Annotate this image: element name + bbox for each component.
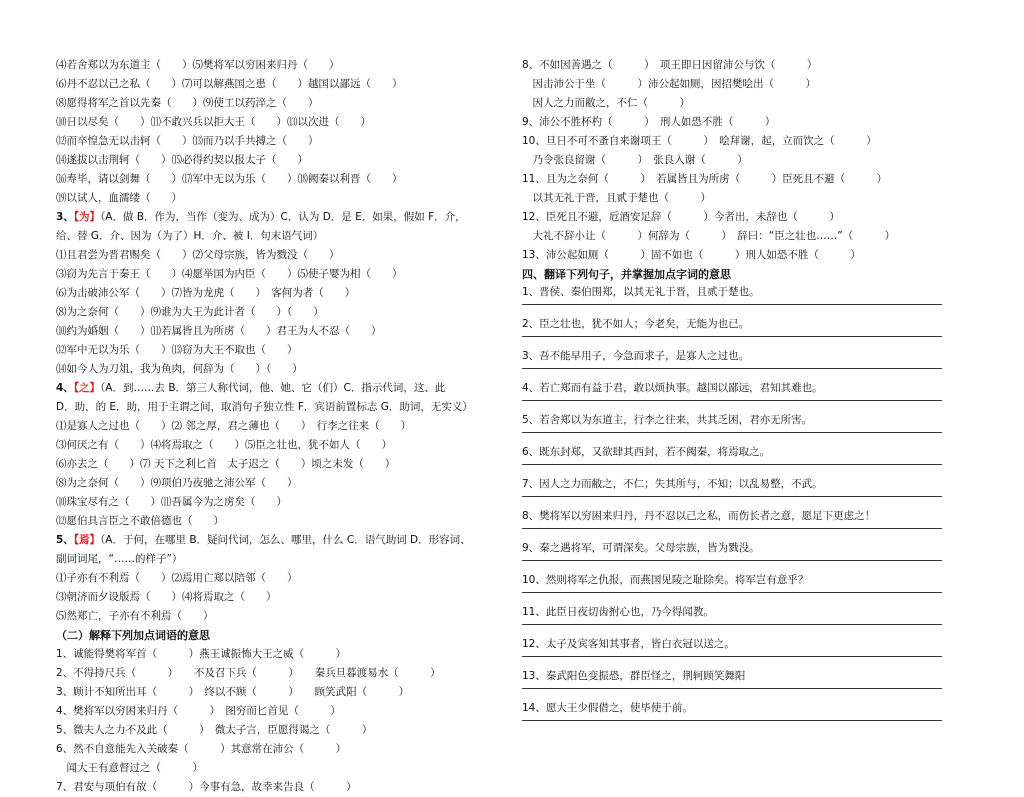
exercise-line [56,170,496,189]
exercise-line [56,113,496,132]
exercise-line [56,246,496,265]
answer-line[interactable] [522,528,942,529]
translation-question: 9、秦之遇将军，可谓深矣。父母宗族，皆为戮没。 [522,542,760,554]
answer-line[interactable] [522,336,942,337]
line-text: ⑻为之奈何（ ）⑼谁为大王为此计者（ ）（ ） [56,306,324,318]
explain-line [522,75,942,94]
line-text: 6、然不自意能先入关破秦（ ）其意常在沛公（ ） [56,743,347,755]
line-text: ⑽约为婚姻（ ）⑾若属皆且为所虏（ ）君王为人不忍（ ） [56,325,382,337]
line-text: 11、且为之奈何（ ） 若属皆且为所虏（ ）臣死且不避（ ） [522,173,888,185]
exercise-line [56,151,496,170]
line-text: 因人之力而敝之，不仁（ ） [522,97,690,109]
exercise-line [56,588,496,607]
line-text: 8、不如因善遇之（ ） 项王即日因留沛公与饮（ ） [522,59,818,71]
exercise-line [56,436,496,455]
answer-line[interactable] [522,688,942,689]
translation-question: 12、太子及宾客知其事者，皆白衣冠以送之。 [522,638,735,650]
keyword-marker: 【之】 [73,382,101,394]
answer-line[interactable] [522,624,942,625]
exercise-line [56,474,496,493]
explain-line [522,56,942,75]
line-text: 1、诚能得樊将军首（ ）燕王诚振怖大王之威（ ） [56,648,347,660]
explain-line [522,246,942,265]
answer-line[interactable] [522,496,942,497]
explain-line [56,740,496,759]
explain-line [522,189,942,208]
explain-line [522,94,942,113]
translation-question: 6、既东封郑，又欲肆其西封，若不阙秦，将焉取之。 [522,446,771,458]
exercise-line [56,531,496,550]
line-text: 3、顾计不知所出耳（ ） 终以不顾（ ） 顾笑武阳（ ） [56,686,410,698]
line-text: （A．到……去 B．第三人称代词，他、她、它（们）C．指示代词，这、此 [100,382,446,394]
item-number: 5、 [56,534,74,546]
exercise-line [56,550,496,569]
translation-question: 3、吾不能早用子，今急而求子，是寡人之过也。 [522,350,750,362]
line-text: ⑹亦去之（ ）⑺ 天下之利匕首 太子迟之（ ）顷之未发（ ） [56,458,396,470]
line-text: ⑸然郑亡，子亦有不利焉（ ） [56,610,214,622]
line-text: ⑹丹不忍以己之私（ ）⑺可以解燕国之患（ ）越国以鄙远（ ） [56,78,403,90]
explain-line [522,113,942,132]
line-text: ⑷若舍郑以为东道主（ ）⑸樊将军以穷困来归丹（ ） [56,59,340,71]
line-text: 大礼不辞小让（ ）何辞为（ ） 辞曰：“臣之壮也……”（ ） [522,230,896,242]
exercise-line [56,265,496,284]
exercise-line [56,284,496,303]
line-text: ⒃寿毕，请以剑舞（ ）⒄军中无以为乐（ ）⒅阙秦以利晋（ ） [56,173,403,185]
line-text: ⑻愿得将军之首以先秦（ ）⑼使工以药淬之（ ） [56,97,319,109]
line-text: ⑶何厌之有（ ）⑷将焉取之（ ）⑸臣之壮也，犹不如人（ ） [56,439,392,451]
explain-line [522,151,942,170]
translation-question: 14、愿大王少假借之，使毕使于前。 [522,702,693,714]
line-text: 5、微夫人之力不及此（ ） 微太子言，臣愿得谒之（ ） [56,724,373,736]
keyword-marker: 【为】 [73,211,101,223]
answer-line[interactable] [522,656,942,657]
exercise-line [56,455,496,474]
exercise-line [56,341,496,360]
explain-line [56,721,496,740]
explain-line [56,778,496,797]
line-text: 乃令张良留谢（ ） 张良入谢（ ） [522,154,748,166]
answer-line[interactable] [522,464,942,465]
translation-question: 5、若舍郑以为东道主，行李之往来，共其乏困，君亦无所害。 [522,414,813,426]
line-text: D．助，的 E．助，用于主谓之间，取消句子独立性 F．宾语前置标志 G．助词，无实义） [56,401,473,413]
line-text: 给、替 G．介、因为（为了）H．介、被 I．句末语气词） [56,230,324,242]
line-text: 闻大王有意督过之（ ） [56,762,203,774]
exercise-line [56,56,496,75]
exercise-line [56,512,496,531]
answer-line[interactable] [522,560,942,561]
exercise-line [56,398,496,417]
exercise-line [56,569,496,588]
line-text: 副词词尾，“……的样子”） [56,553,183,565]
line-text: ⒁如今人为刀俎，我为鱼肉，何辞为（ ）（ ） [56,363,303,375]
translation-question: 10、然则将军之仇报，而燕国见陵之耻除矣。将军岂有意乎？ [522,574,809,586]
exercise-line [56,75,496,94]
line-text: 9、沛公不胜杯杓（ ） 刑人如恐不胜（ ） [522,116,776,128]
right-column [522,56,942,732]
line-text: ⑿愿伯具言臣之不敢倍德也（ ） [56,515,224,527]
exercise-line [56,189,496,208]
answer-line[interactable] [522,400,942,401]
line-text: 以其无礼于晋，且贰于楚也（ ） [522,192,711,204]
answer-line[interactable] [522,432,942,433]
answer-line[interactable] [522,592,942,593]
translation-question: 11、此臣日夜切齿拊心也，乃今得闻教。 [522,606,714,618]
exercise-line [56,227,496,246]
translation-question: 7、因人之力而敝之，不仁；失其所与，不知；以乱易整，不武。 [522,478,823,490]
keyword-marker: 【焉】 [73,534,101,546]
line-text: ⑴且君尝为晋君赐矣（ ）⑵父母宗族，皆为戮没（ ） [56,249,340,261]
line-text: ⑻为之奈何（ ）⑼项伯乃夜驰之沛公军（ ） [56,477,298,489]
line-text: 7、君安与项伯有故（ ）今事有急，故幸来告良（ ） [56,781,357,793]
line-text: 因击沛公于坐（ ）沛公起如厕，因招樊哙出（ ） [522,78,816,90]
exercise-line [56,303,496,322]
item-number: 3、 [56,211,74,223]
explain-line [56,683,496,702]
line-text: ⑽日以尽矣（ ）⑾不敢兴兵以拒大王（ ）⒀以次进（ ） [56,116,371,128]
explain-line [56,645,496,664]
line-text: ⑽珠宝尽有之（ ）⑾吾属今为之虏矣（ ） [56,496,287,508]
translation-question: 2、臣之壮也，犹不如人；今老矣，无能为也已。 [522,318,750,330]
exercise-line [56,417,496,436]
exercise-line [56,379,496,398]
answer-line[interactable] [522,720,942,721]
explain-line [56,702,496,721]
line-text: ⑶窃为先言于秦王（ ）⑷愿举国为内臣（ ）⑸使子婴为相（ ） [56,268,403,280]
translation-question: 13、秦武阳色变振恐，群臣怪之，荆轲顾笑舞阳 [522,670,746,682]
answer-line[interactable] [522,304,942,305]
translation-question: 1、晋侯、秦伯围郑，以其无礼于晋，且贰于楚也。 [522,286,760,298]
translation-question: 8、樊将军以穷困来归丹，丹不忍以己之私，而伤长者之意，愿足下更虑之！ [522,510,876,522]
exercise-line [56,208,496,227]
line-text: 4、樊将军以穷困来归丹（ ） 图穷而匕首见（ ） [56,705,341,717]
explain-line [56,759,496,778]
line-text: ⑿而卒惶急无以击轲（ ）⒀而乃以手共搏之（ ） [56,135,319,147]
explain-line [522,208,942,227]
line-text: ⑿军中无以为乐（ ）⒀窃为大王不取也（ ） [56,344,298,356]
explain-line [56,664,496,683]
line-text: 12、臣死且不避，卮酒安足辞（ ）今者出，未辞也（ ） [522,211,840,223]
exercise-line [56,94,496,113]
exercise-line [56,607,496,626]
line-text: 2、不得持尺兵（ ） 不及召下兵（ ） 秦兵旦暮渡易水（ ） [56,667,441,679]
exercise-line [56,132,496,151]
line-text: 10、旦日不可不蚤自来谢项王（ ） 哙拜谢，起，立而饮之（ ） [522,135,877,147]
item-number: 4、 [56,382,74,394]
explain-line [522,170,942,189]
line-text: ⑴是寡人之过也（ ）⑵ 邻之厚，君之薄也（ ） 行李之往来（ ） [56,420,412,432]
answer-line[interactable] [522,368,942,369]
line-text: ⑹为击破沛公军（ ）⑺皆为龙虎（ ） 客何为者（ ） [56,287,356,299]
section-title-explain: （二）解释下列加点词语的意思 [56,629,210,642]
line-text: ⒁遂拔以击荆轲（ ）⒂必得约契以报太子（ ） [56,154,308,166]
line-text: （A．于何，在哪里 B．疑问代词，怎么、哪里，什么 C．语气助词 D．形容词、 [100,534,471,546]
explain-line [522,227,942,246]
line-text: ⑴子亦有不利焉（ ）⑵焉用亡郑以陪邻（ ） [56,572,298,584]
line-text: ⑶朝济而夕设版焉（ ）⑷将焉取之（ ） [56,591,277,603]
left-column [56,56,496,797]
exercise-line [56,493,496,512]
line-text: ⒆以试人，血濡缕（ ） [56,192,182,204]
section-title-translate: 四、翻译下列句子，并掌握加点字词的意思 [522,268,731,281]
line-text: （A．做 B．作为，当作（变为、成为）C．认为 D．是 E．如果，假如 F．介， [100,211,466,223]
translation-question: 4、若亡郑而有益于君，敢以烦执事。越国以鄙远，君知其难也。 [522,382,823,394]
explain-line [522,132,942,151]
line-text: 13、沛公起如厕（ ）固不如也（ ）刑人如恐不胜（ ） [522,249,861,261]
exercise-line [56,360,496,379]
exercise-line [56,322,496,341]
